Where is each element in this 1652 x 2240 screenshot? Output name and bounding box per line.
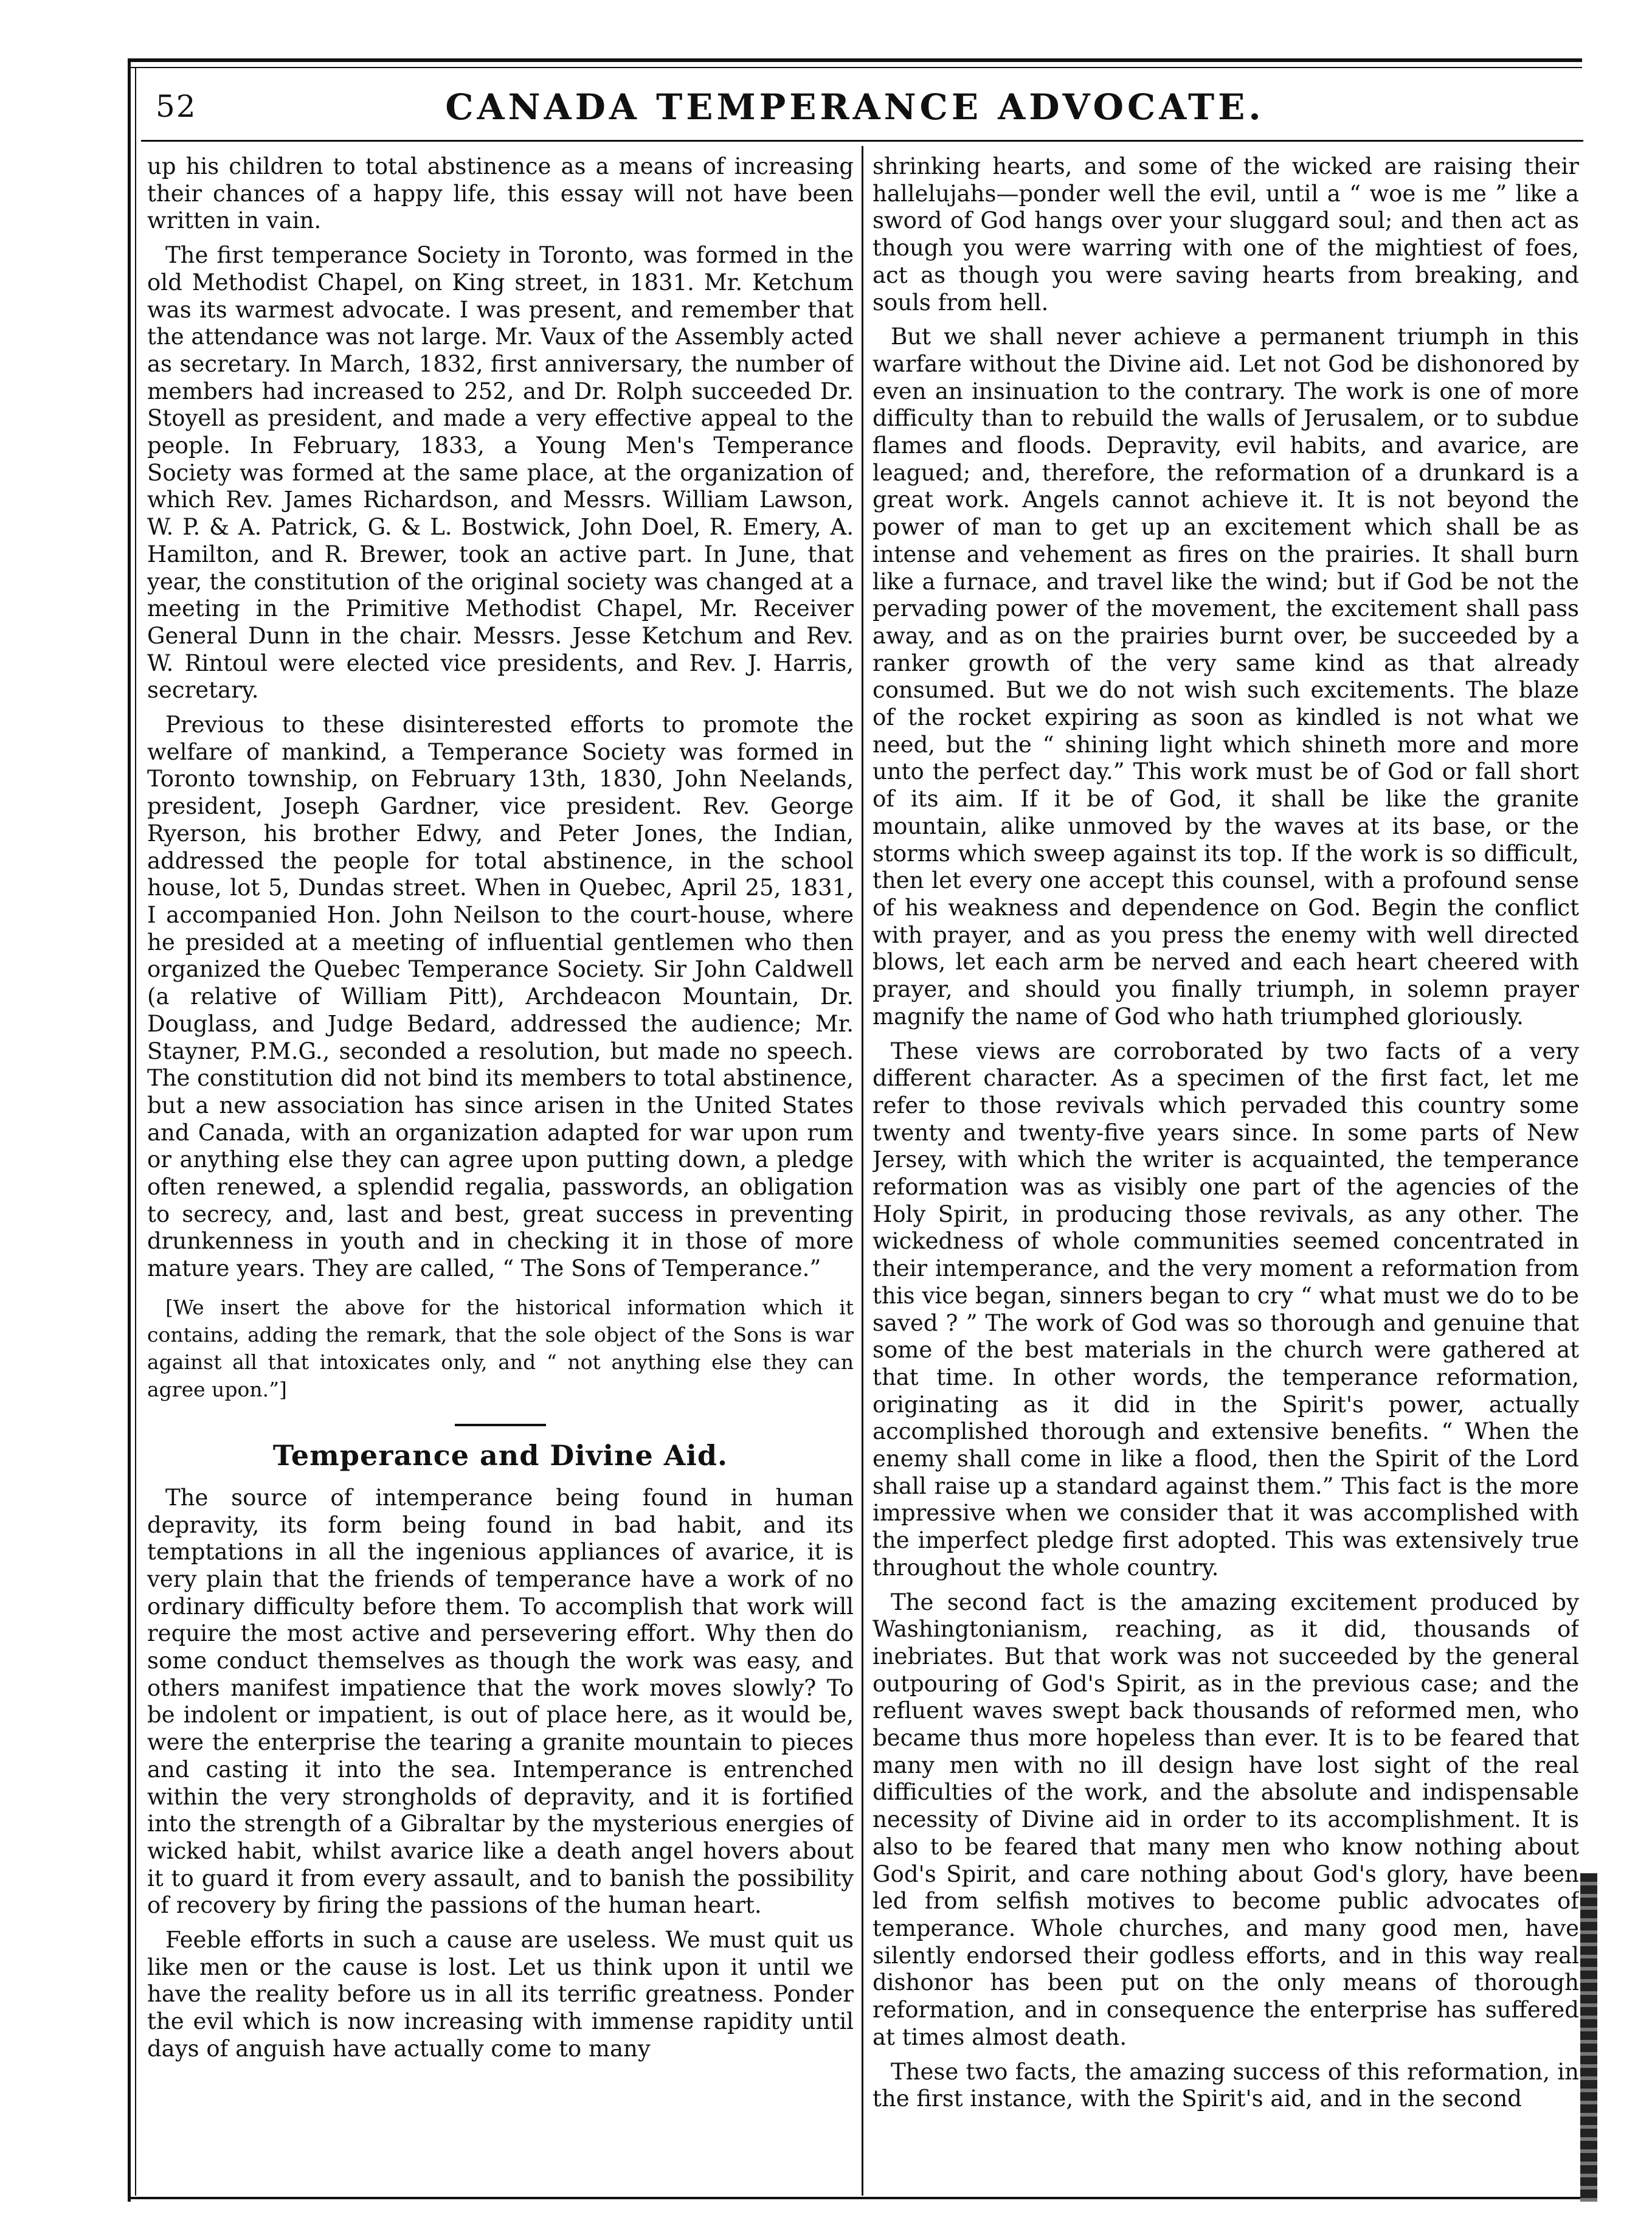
paragraph: Feeble efforts in such a cause are useless. We must quit us like men or the cause is lost. Let us think upon it until we have the reality before us in all its terrific greatness. Ponder the evil which is now increasing with immense rapidity until days of anguish have actually come to many — [147, 1927, 854, 2062]
left-border-rule-thin — [135, 67, 136, 2196]
section-divider — [455, 1424, 546, 1426]
paragraph: up his children to total abstinence as a means of increasing their chances of a happy life, this essay will not have been written in vain. — [147, 153, 854, 234]
bottom-border-rule — [128, 2197, 1582, 2199]
left-border-rule — [128, 61, 131, 2202]
paragraph: shrinking hearts, and some of the wicked are raising their hallelujahs—ponder well the evil, until a “ woe is me ” like a sword of God hangs over your sluggard soul; and then act as though you were warring with one of the mightiest of foes, act as though you were saving hearts from breaking, and souls from hell. — [873, 153, 1579, 316]
left-column — [147, 153, 854, 2148]
section-heading: Temperance and Divine Aid. — [272, 1438, 728, 1472]
paragraph: But we shall never achieve a permanent triumph in this warfare without the Divine aid. Let not God be dishonored by even an insinuation to the contrary. The work is one of more difficulty than to rebuild the walls of Jerusalem, or to subdue flames and floods. Depravity, evil habits, and avarice, are leagued; and, therefore, the reformation of a drunkard is a great work. Angels cannot achieve it. It is not beyond the power of man to get up an excitement which shall be as intense and vehement as fires on the prairies. It shall burn like a furnace, and travel like the wind; but if God be not the pervading power of the movement, the excitement shall pass away, and as on the prairies burnt over, be succeeded by a ranker growth of the very same kind as that already consumed. But we do not wish such excitements. The blaze of the rocket expiring as soon as kindled is not what we need, but the “ shining light which shineth more and more unto the perfect day.” This work must be of God or fall short of its aim. If it be of God, it shall be like the granite mountain, alike unmoved by the waves at its base, or the storms which sweep against its top. If the work is so difficult, then let every one accept this counsel, with a profound sense of his weakness and dependence on God. Begin the conflict with prayer, and as you press the enemy with well directed blows, let each arm be nerved and each heart cheered with prayer, and should you finally triumph, in solemn prayer magnify the name of God who hath triumphed gloriously. — [873, 324, 1579, 1030]
paragraph: These two facts, the amazing success of this reformation, in the first instance, with the Spirit's aid, and in the second — [873, 2058, 1579, 2112]
paragraph: The first temperance Society in Toronto, was formed in the old Methodist Chapel, on King street, in 1831. Mr. Ketchum was its warmest advocate. I was present, and remember that the attendance was not large. Mr. Vaux of the Assembly acted as secretary. In March, 1832, first anniversary, the number of members had increased to 252, and Dr. Rolph succeeded Dr. Stoyell as president, and made a very effective appeal to the people. In February, 1833, a Young Men's Temperance Society was formed at the same place, at the organization of which Rev. James Richardson, and Messrs. William Lawson, W. P. & A. Patrick, G. & L. Bostwick, John Doel, R. Emery, A. Hamilton, and R. Brewer, took an active part. In June, that year, the constitution of the original society was changed at a meeting in the Primitive Methodist Chapel, Mr. Receiver General Dunn in the chair. Messrs. Jesse Ketchum and Rev. W. Rintoul were elected vice presidents, and Rev. J. Harris, secretary. — [147, 242, 854, 704]
binding-edge-mark — [1580, 1873, 1597, 2202]
right-column — [873, 153, 1579, 2148]
top-border-rule — [128, 58, 1582, 62]
editor-note: [We insert the above for the historical information which it contains, adding the remark, that the sole object of the Sons is war against all that intoxicates only, and “ not anything else they can agree upon.”] — [147, 1295, 854, 1401]
paragraph: The second fact is the amazing excitement produced by Washingtonianism, reaching, as it did, thousands of inebriates. But that work was not succeeded by the general outpouring of God's Spirit, as in the previous case; and the refluent waves swept back thousands of reformed men, who became thus more hopeless than ever. It is to be feared that many men with no ill design have lost sight of the real difficulties of the work, and the absolute and indispensable necessity of Divine aid in order to its accomplishment. It is also to be feared that many men who know nothing about God's Spirit, and care nothing about God's glory, have been led from selfish motives to become public advocates of temperance. Whole churches, and many good men, have silently endorsed their godless efforts, and in this way real dishonor has been put on the only means of thorough reformation, and in consequence the enterprise has suffered at times almost death. — [873, 1589, 1579, 2050]
paragraph: Previous to these disinterested efforts to promote the welfare of mankind, a Temperance Society was formed in Toronto township, on February 13th, 1830, John Neelands, president, Joseph Gardner, vice president. Rev. George Ryerson, his brother Edwy, and Peter Jones, the Indian, addressed the people for total abstinence, in the school house, lot 5, Dundas street. When in Quebec, April 25, 1831, I accompanied Hon. John Neilson to the court-house, where he presided at a meeting of influential gentlemen who then organized the Quebec Temperance Society. Sir John Caldwell (a relative of William Pitt), Archdeacon Mountain, Dr. Douglass, and Judge Bedard, addressed the audience; Mr. Stayner, P.M.G., seconded a resolution, but made no speech. The constitution did not bind its members to total abstinence, but a new association has since arisen in the United States and Canada, with an organization adapted for war upon rum or anything else they can agree upon putting down, a pledge often renewed, a splendid regalia, passwords, an obligation to secrecy, and, last and best, great success in preventing drunkenness in youth and in checking it in those of more mature years. They are called, “ The Sons of Temperance.” — [147, 712, 854, 1282]
top-border-rule-thin — [128, 67, 1582, 68]
page-header — [131, 84, 1578, 140]
column-divider — [862, 146, 863, 2196]
paragraph: These views are corroborated by two facts of a very different character. As a specimen of the first fact, let me refer to those revivals which pervaded this country some twenty and twenty-five years since. In some parts of New Jersey, with which the writer is acquainted, the temperance reformation was as visibly one part of the agencies of the Holy Spirit, in producing those revivals, as any other. The wickedness of whole communities seemed concentrated in their intemperance, and the very moment a reformation from this vice began, sinners began to cry “ what must we do to be saved ? ” The work of God was so thorough and genuine that some of the best materials in the church were gathered at that time. In other words, the temperance reformation, originating as it did in the Spirit's power, actually accomplished thorough and extensive benefits. “ When the enemy shall come in like a flood, then the Spirit of the Lord shall raise up a standard against them.” This fact is the more impressive when we consider that it was accomplished with the imperfect pledge first adopted. This was extensively true throughout the whole country. — [873, 1038, 1579, 1581]
running-title: CANADA TEMPERANCE ADVOCATE. — [445, 86, 1265, 128]
header-underline — [141, 140, 1583, 142]
paragraph: The source of intemperance being found in human depravity, its form being found in bad habit, and its temptations in all the ingenious appliances of avarice, it is very plain that the friends of temperance have a work of no ordinary difficulty before them. To accomplish that work will require the most active and persevering effort. Why then do some conduct themselves as though the work was easy, and others manifest impatience that the work moves slowly? To be indolent or impatient, is out of place here, as it would be, were the enterprise the tearing a granite mountain to pieces and casting it into the sea. Intemperance is entrenched within the very strongholds of depravity, and it is fortified into the strength of a Gibraltar by the mysterious energies of wicked habit, whilst avarice like a death angel hovers about it to guard it from every assault, and to banish the possibility of recovery by firing the passions of the human heart. — [147, 1484, 854, 1919]
page-number: 52 — [156, 89, 197, 124]
